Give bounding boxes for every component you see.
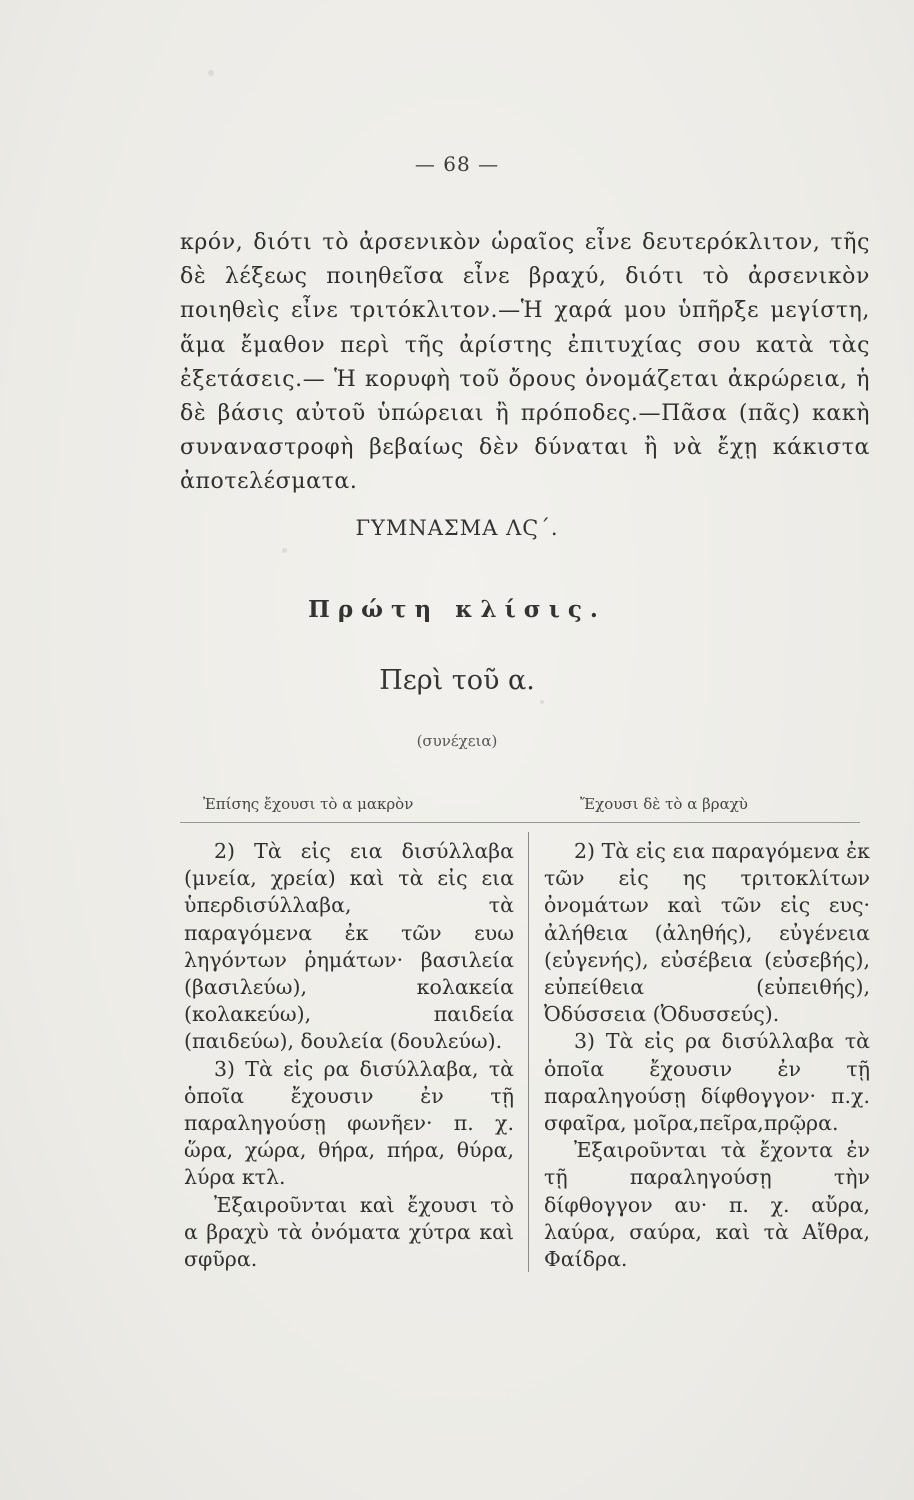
- left-column: [184, 838, 514, 1273]
- lesson-subtitle: Περὶ τοῦ α.: [379, 665, 535, 696]
- lesson-title: Πρώτη κλίσις.: [308, 596, 606, 623]
- right-paragraph: 3) Τὰ εἰς ρα δισύλλαβα τὰ ὁποῖα ἔχουσιν ἐν τῇ παραληγούσῃ δίφθογγον· π.χ. σφαῖρα, μοῖρα,πεῖρα,πρῷρα.: [544, 1029, 870, 1136]
- left-paragraph: 3) Τὰ εἰς ρα δισύλλαβα, τὰ ὁποῖα ἔχουσιν ἐν τῇ παραληγούσῃ φωνῆεν· π. χ. ὥρα, χώρα, θήρα, πήρα, θύρα, λύρα κτλ.: [184, 1056, 514, 1190]
- left-column-header: Ἐπίσης ἔχουσι τὸ α μακρὸν: [203, 795, 414, 813]
- continued-note: (συνέχεια): [416, 732, 498, 750]
- page-number: — 68 —: [414, 152, 500, 176]
- right-column-header: Ἔχουσι δὲ τὸ α βραχὺ: [580, 795, 748, 813]
- intro-text: κρόν, διότι τὸ ἀρσενικὸν ὡραῖος εἶνε δευτερόκλιτον, τῆς δὲ λέξεως ποιηθεῖσα εἶνε βραχύ, διότι τὸ ἀρσενικὸν ποιηθεὶς εἶνε τριτόκλιτον.—Ἡ χαρά μου ὑπῆρξε μεγίστη, ἅμα ἔμαθον περὶ τῆς ἀρίστης ἐπιτυχίας σου κατὰ τὰς ἐξετάσεις.— Ἡ κορυφὴ τοῦ ὄρους ὀνομάζεται ἀκρώρεια, ἡ δὲ βάσις αὐτοῦ ὑπώρειαι ἢ πρόποδες.—Πᾶσα (πᾶς) κακὴ συναναστροφὴ βεβαίως δὲν δύναται ἢ νὰ ἔχῃ κάκιστα ἀποτελέσματα.: [180, 230, 870, 495]
- column-divider: [528, 832, 529, 1272]
- section-heading: ΓΥΜΝΑΣΜΑ ΛϚ΄.: [355, 516, 559, 540]
- paper-blemish: [540, 700, 544, 704]
- right-column: [544, 838, 870, 1273]
- left-paragraph: Ἐξαιροῦνται καὶ ἔχουσι τὸ α βραχὺ τὰ ὀνόματα χύτρα καὶ σφῦρα.: [184, 1192, 514, 1272]
- paper-blemish: [282, 548, 287, 553]
- intro-paragraph: [180, 226, 870, 500]
- column-header-rule: [180, 822, 860, 823]
- right-paragraph: 2) Τὰ εἰς εια παραγόμενα ἐκ τῶν εἰς ης τριτοκλίτων ὀνομάτων καὶ τῶν εἰς ευς· ἀλήθεια (ἀληθής), εὐγένεια (εὐγενής), εὐσέβεια (εὐσεβής), εὐπείθεια (εὐπειθής), Ὀδύσσεια (Ὀδυσσεύς).: [544, 839, 870, 1027]
- left-paragraph: 2) Τὰ εἰς εια δισύλλαβα (μνεία, χρεία) καὶ τὰ εἰς εια ὑπερδισύλλαβα, τὰ παραγόμενα ἐκ τῶν ευω ληγόντων ῥημάτων· βασιλεία (βασιλεύω), κολακεία (κολακεύω), παιδεία (παιδεύω), δουλεία (δουλεύω).: [184, 839, 514, 1054]
- right-paragraph: Ἐξαιροῦνται τὰ ἔχοντα ἐν τῇ παραληγούσῃ τὴν δίφθογγον αυ· π. χ. αὔρα, λαύρα, σαύρα, καὶ τὰ Αἴθρα, Φαίδρα.: [544, 1138, 870, 1272]
- paper-blemish: [208, 70, 214, 76]
